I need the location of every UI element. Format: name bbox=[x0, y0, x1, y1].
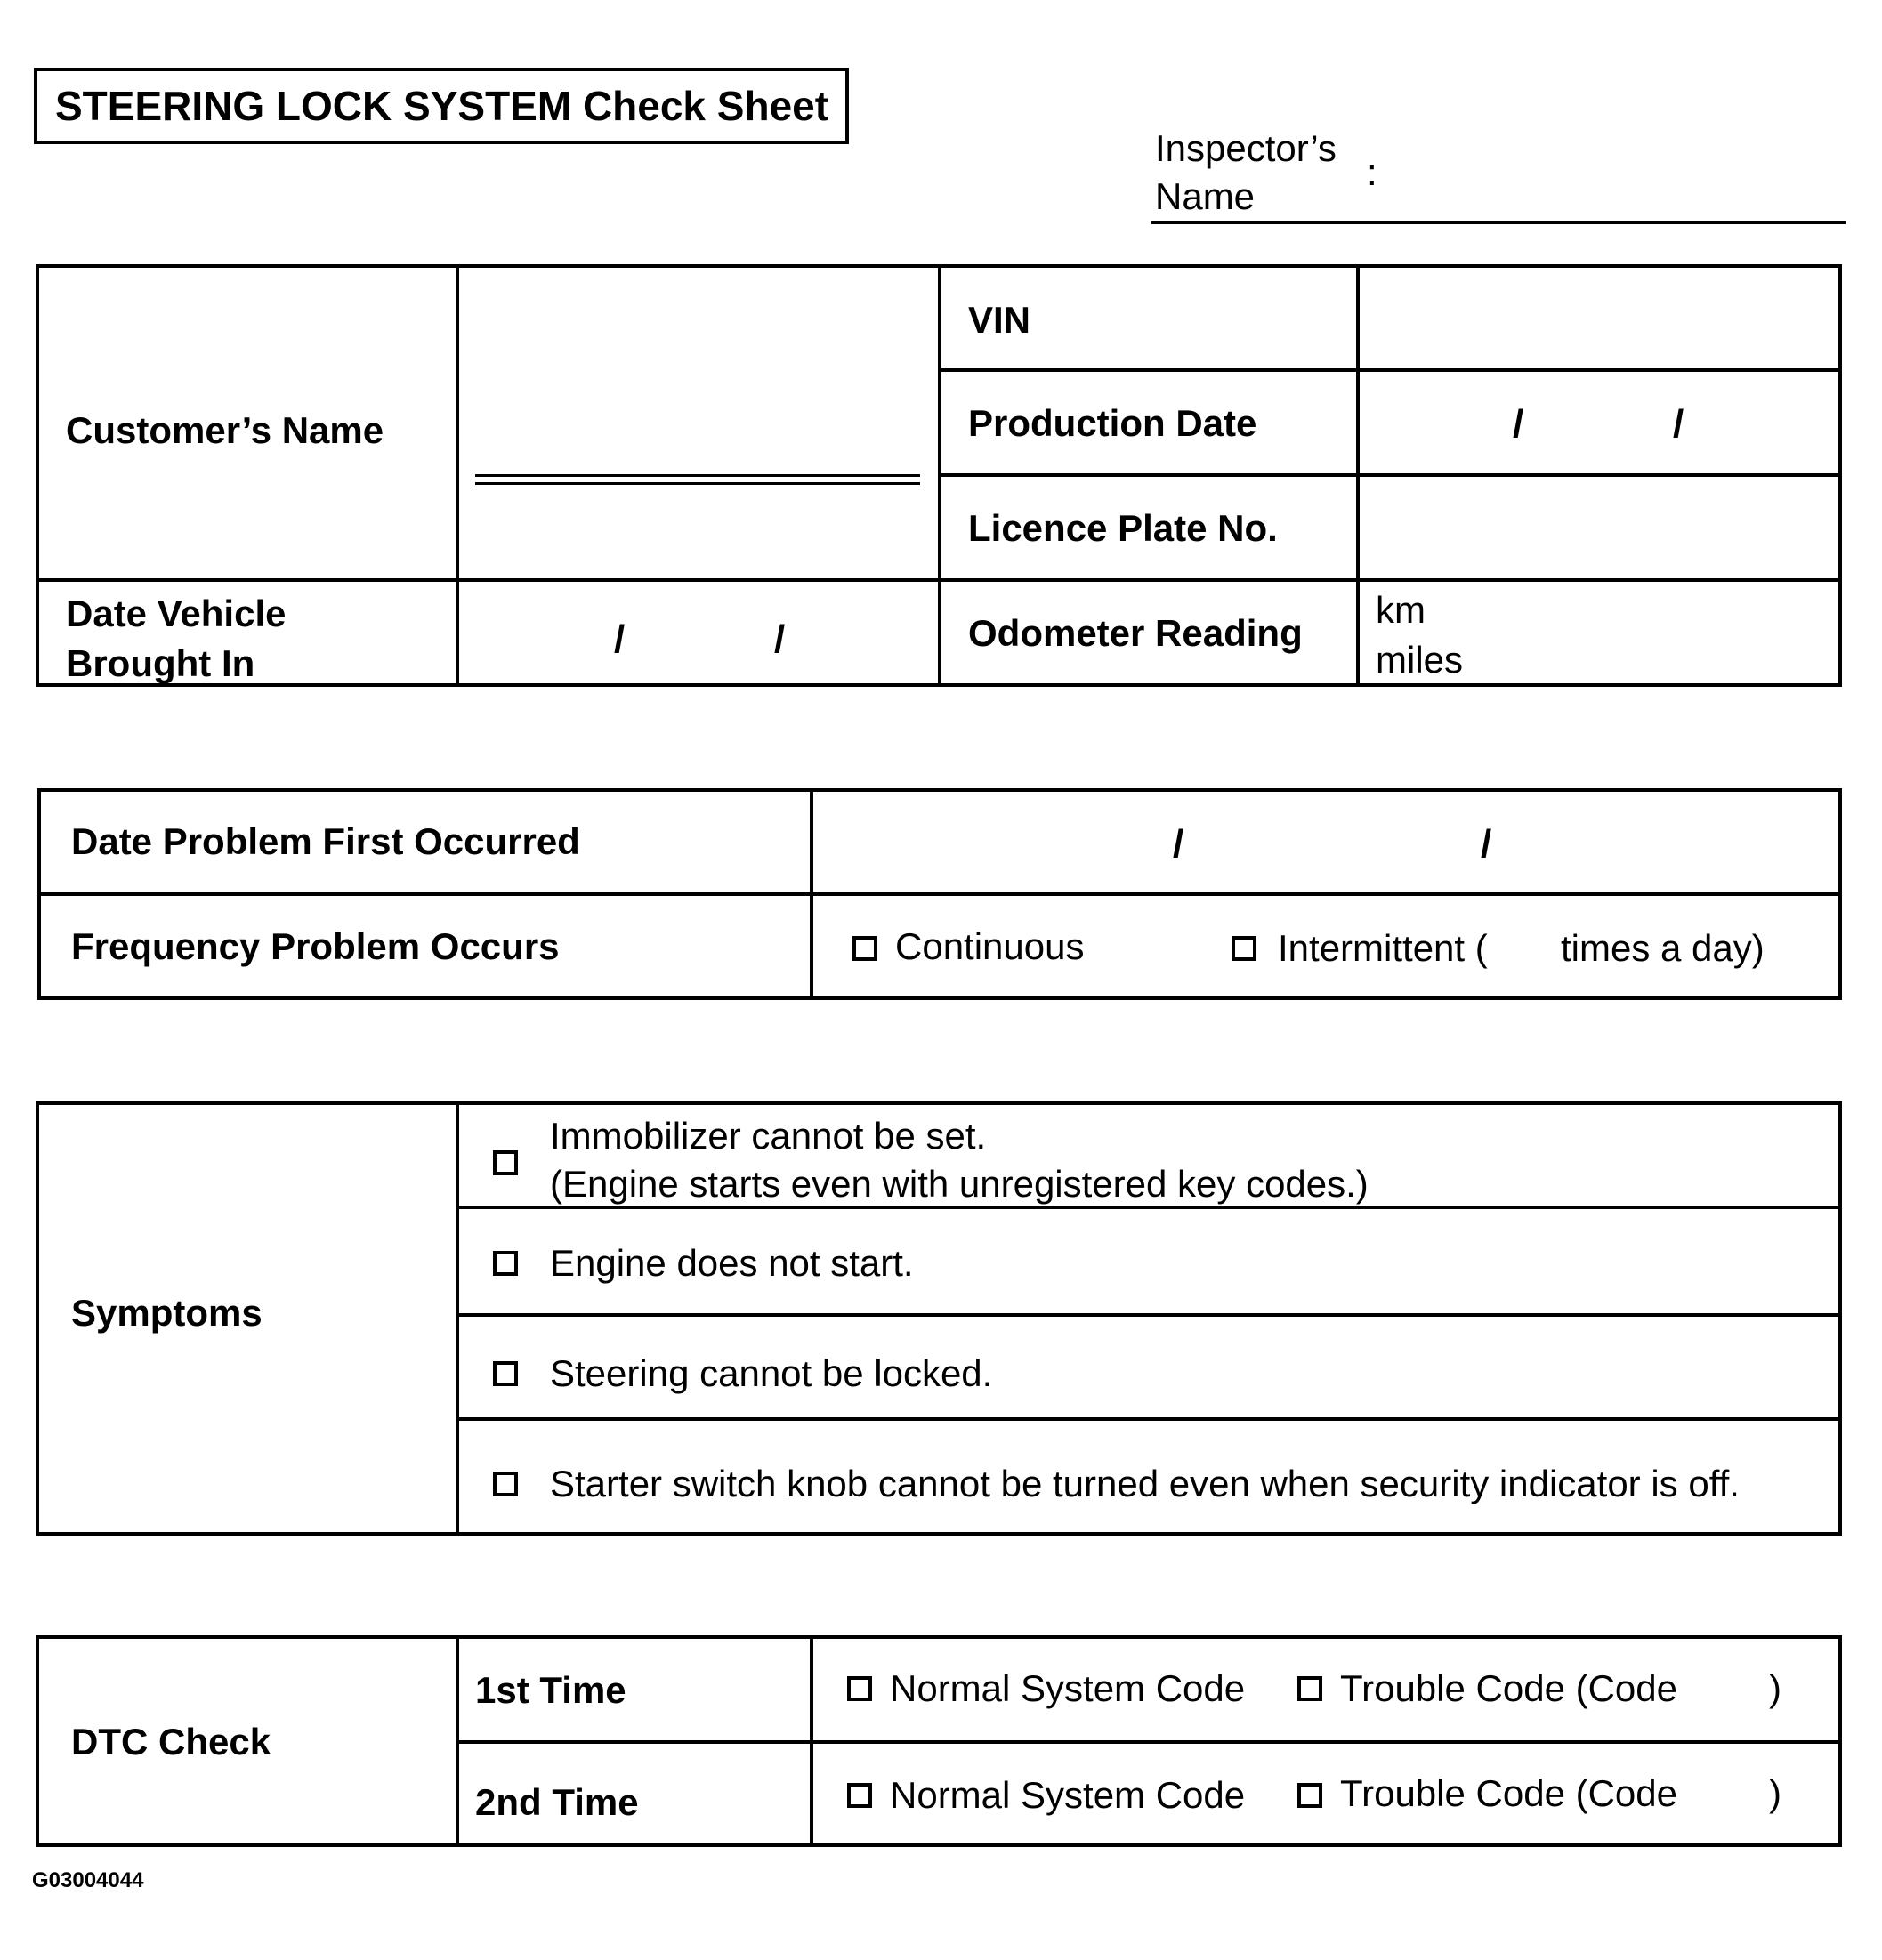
inspector-label-line1: Inspector’s bbox=[1155, 127, 1337, 169]
dtc-second-close-paren: ) bbox=[1769, 1772, 1781, 1814]
production-date-slash-1: / bbox=[1513, 402, 1524, 446]
production-date-slash-2: / bbox=[1673, 402, 1684, 446]
dtc-second-time-label: 2nd Time bbox=[475, 1781, 639, 1823]
figure-code: G03004044 bbox=[32, 1868, 144, 1892]
page-title bbox=[34, 68, 849, 144]
date-first-slash-2: / bbox=[1481, 822, 1492, 866]
dtc-first-close-paren: ) bbox=[1769, 1667, 1781, 1709]
dtc-second-trouble-checkbox[interactable] bbox=[1297, 1783, 1322, 1808]
continuous-label: Continuous bbox=[895, 925, 1085, 967]
odometer-unit-km: km bbox=[1376, 589, 1426, 631]
symptoms-label: Symptoms bbox=[71, 1292, 263, 1334]
dtc-second-normal-checkbox[interactable] bbox=[847, 1783, 872, 1808]
dtc-second-trouble-label: Trouble Code (Code bbox=[1340, 1772, 1677, 1814]
dtc-first-time-label: 1st Time bbox=[475, 1669, 626, 1711]
symptom-engine-text: Engine does not start. bbox=[550, 1242, 914, 1284]
dtc-check-label: DTC Check bbox=[71, 1721, 271, 1762]
symptom-starter-checkbox[interactable] bbox=[493, 1472, 518, 1496]
vin-label: VIN bbox=[968, 299, 1031, 341]
date-first-slash-1: / bbox=[1173, 822, 1184, 866]
date-brought-in-label bbox=[66, 589, 286, 689]
odometer-unit-miles: miles bbox=[1376, 639, 1464, 681]
symptom-starter-text: Starter switch knob cannot be turned even when security indicator is off. bbox=[550, 1463, 1740, 1504]
title-text: STEERING LOCK SYSTEM Check Sheet bbox=[55, 83, 829, 129]
inspector-label bbox=[1155, 125, 1337, 221]
dtc-first-normal-label: Normal System Code bbox=[890, 1667, 1246, 1709]
date-brought-in-line1: Date Vehicle bbox=[66, 593, 287, 634]
licence-plate-field[interactable] bbox=[1361, 479, 1837, 577]
vin-field[interactable] bbox=[1361, 269, 1837, 367]
symptom-immobilizer-checkbox[interactable] bbox=[493, 1150, 518, 1175]
customer-name-field[interactable] bbox=[475, 391, 920, 472]
symptom-immobilizer-line1: Immobilizer cannot be set. bbox=[550, 1115, 987, 1157]
times-a-day-label: times a day) bbox=[1561, 927, 1765, 969]
date-brought-slash-1: / bbox=[614, 617, 626, 661]
symptom-engine-checkbox[interactable] bbox=[493, 1251, 518, 1276]
symptom-steering-checkbox[interactable] bbox=[493, 1361, 518, 1386]
intermittent-checkbox[interactable] bbox=[1232, 936, 1256, 961]
date-first-occurred-label: Date Problem First Occurred bbox=[71, 820, 580, 862]
inspector-colon: : bbox=[1367, 151, 1377, 193]
inspector-name-field[interactable] bbox=[1151, 221, 1846, 224]
symptom-immobilizer-text bbox=[550, 1112, 1369, 1208]
dtc-second-normal-label: Normal System Code bbox=[890, 1774, 1246, 1816]
dtc-first-trouble-label: Trouble Code (Code bbox=[1340, 1667, 1677, 1709]
dtc-first-normal-checkbox[interactable] bbox=[847, 1676, 872, 1701]
intermittent-label: Intermittent ( bbox=[1278, 927, 1488, 969]
odometer-label: Odometer Reading bbox=[968, 612, 1303, 654]
continuous-checkbox[interactable] bbox=[852, 936, 877, 961]
dtc-first-trouble-checkbox[interactable] bbox=[1297, 1676, 1322, 1701]
frequency-label: Frequency Problem Occurs bbox=[71, 925, 560, 967]
licence-plate-label: Licence Plate No. bbox=[968, 507, 1278, 549]
date-brought-slash-2: / bbox=[774, 617, 786, 661]
symptom-immobilizer-line2: (Engine starts even with unregistered key codes.) bbox=[550, 1163, 1369, 1205]
symptom-steering-text: Steering cannot be locked. bbox=[550, 1352, 993, 1394]
inspector-label-line2: Name bbox=[1155, 175, 1256, 217]
customer-name-label: Customer’s Name bbox=[66, 409, 384, 451]
date-brought-in-line2: Brought In bbox=[66, 642, 255, 684]
production-date-label: Production Date bbox=[968, 402, 1257, 444]
